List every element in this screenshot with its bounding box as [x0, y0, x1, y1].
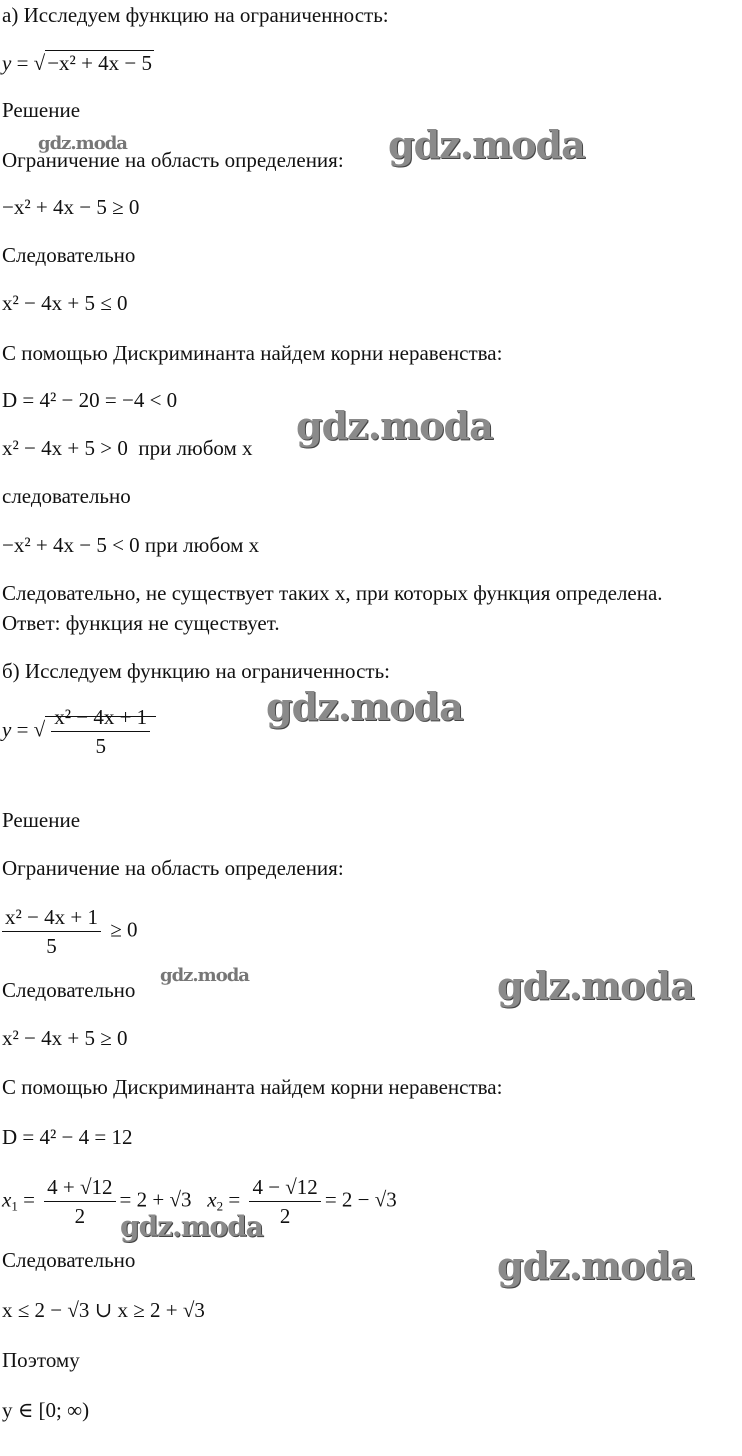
part-b-ineq1 [2, 905, 138, 958]
watermark: gdz.moda [266, 684, 463, 729]
x1-num: 4 + √12 [44, 1175, 115, 1202]
watermark: gdz.moda [120, 1210, 263, 1243]
watermark: gdz.moda [388, 122, 585, 167]
ineq3-suffix: при любом x [138, 436, 253, 460]
part-b-solution-set: x ≤ 2 − √3 ∪ x ≥ 2 + √3 [2, 1298, 205, 1322]
ineq3: x² − 4x + 5 > 0 [2, 436, 128, 460]
watermark: gdz.moda [497, 1243, 694, 1288]
ineq1-rhs: ≥ 0 [110, 917, 138, 942]
part-a-solution-label: Решение [2, 98, 81, 122]
part-a-conclusion: Следовательно, не существует таких x, при которых функция определена. [2, 581, 663, 605]
part-a-heading: а) Исследуем функцию на ограниченность: [2, 3, 389, 27]
part-b-solution-label: Решение [2, 808, 81, 832]
part-a-domain-label: Ограничение на область определения: [2, 148, 344, 172]
part-a-therefore1: Следовательно [2, 243, 136, 267]
part-a-ineq3 [2, 436, 253, 460]
ineq1-den: 5 [46, 934, 57, 958]
ineq1-num: x² − 4x + 1 [2, 905, 101, 932]
x1-result: = 2 + √3 [119, 1187, 192, 1212]
part-b-domain-label: Ограничение на область определения: [2, 856, 344, 880]
func-num: x² − 4x + 1 [51, 705, 150, 732]
watermark: gdz.moda [38, 133, 127, 154]
watermark: gdz.moda [160, 965, 249, 986]
part-a-ineq1: −x² + 4x − 5 ≥ 0 [2, 195, 140, 219]
x2-num: 4 − √12 [249, 1175, 320, 1202]
part-a-discr-label: С помощью Дискриминанта найдем корни неравенства: [2, 341, 503, 365]
func-den: 5 [95, 734, 106, 758]
x2-result: = 2 − √3 [324, 1187, 397, 1212]
part-a-ineq4: −x² + 4x − 5 < 0 при любом x [2, 533, 260, 557]
part-a-answer: Ответ: функция не существует. [2, 611, 280, 635]
part-b-roots: $x_1$ = $\frac{4 + √12}{2}$ = 2 + √3 $x_2$ = $\frac{4 - √12}{2}$ = 2 − √3 [2, 1175, 397, 1228]
watermark: gdz.moda [296, 403, 493, 448]
part-b-discr: D = 4² − 4 = 12 [2, 1125, 133, 1149]
part-b-therefore1: Следовательно [2, 978, 136, 1002]
part-b-ineq2: x² − 4x + 5 ≥ 0 [2, 1026, 128, 1050]
x1-den: 2 [74, 1204, 86, 1228]
part-b-hence: Поэтому [2, 1348, 80, 1372]
watermark: gdz.moda [497, 963, 694, 1008]
part-b-discr-label: С помощью Дискриминанта найдем корни неравенства: [2, 1075, 503, 1099]
func-lhs: y [2, 51, 12, 75]
func-radicand: −x² + 4x − 5 [47, 51, 153, 75]
part-b-therefore2: Следовательно [2, 1248, 136, 1272]
part-b-function: y = √ $\frac{\text{x² − 4x + 1}}{5}$ [2, 705, 156, 758]
part-b-heading: б) Исследуем функцию на ограниченность: [2, 659, 390, 683]
part-a-function: y = √−x² + 4x − 5 [2, 51, 153, 75]
part-a-therefore2: следовательно [2, 484, 131, 508]
part-b-range: y ∈ [0; ∞) [2, 1398, 90, 1422]
x2-den: 2 [279, 1204, 291, 1228]
part-a-ineq2: x² − 4x + 5 ≤ 0 [2, 291, 128, 315]
part-a-discr: D = 4² − 20 = −4 < 0 [2, 388, 178, 412]
